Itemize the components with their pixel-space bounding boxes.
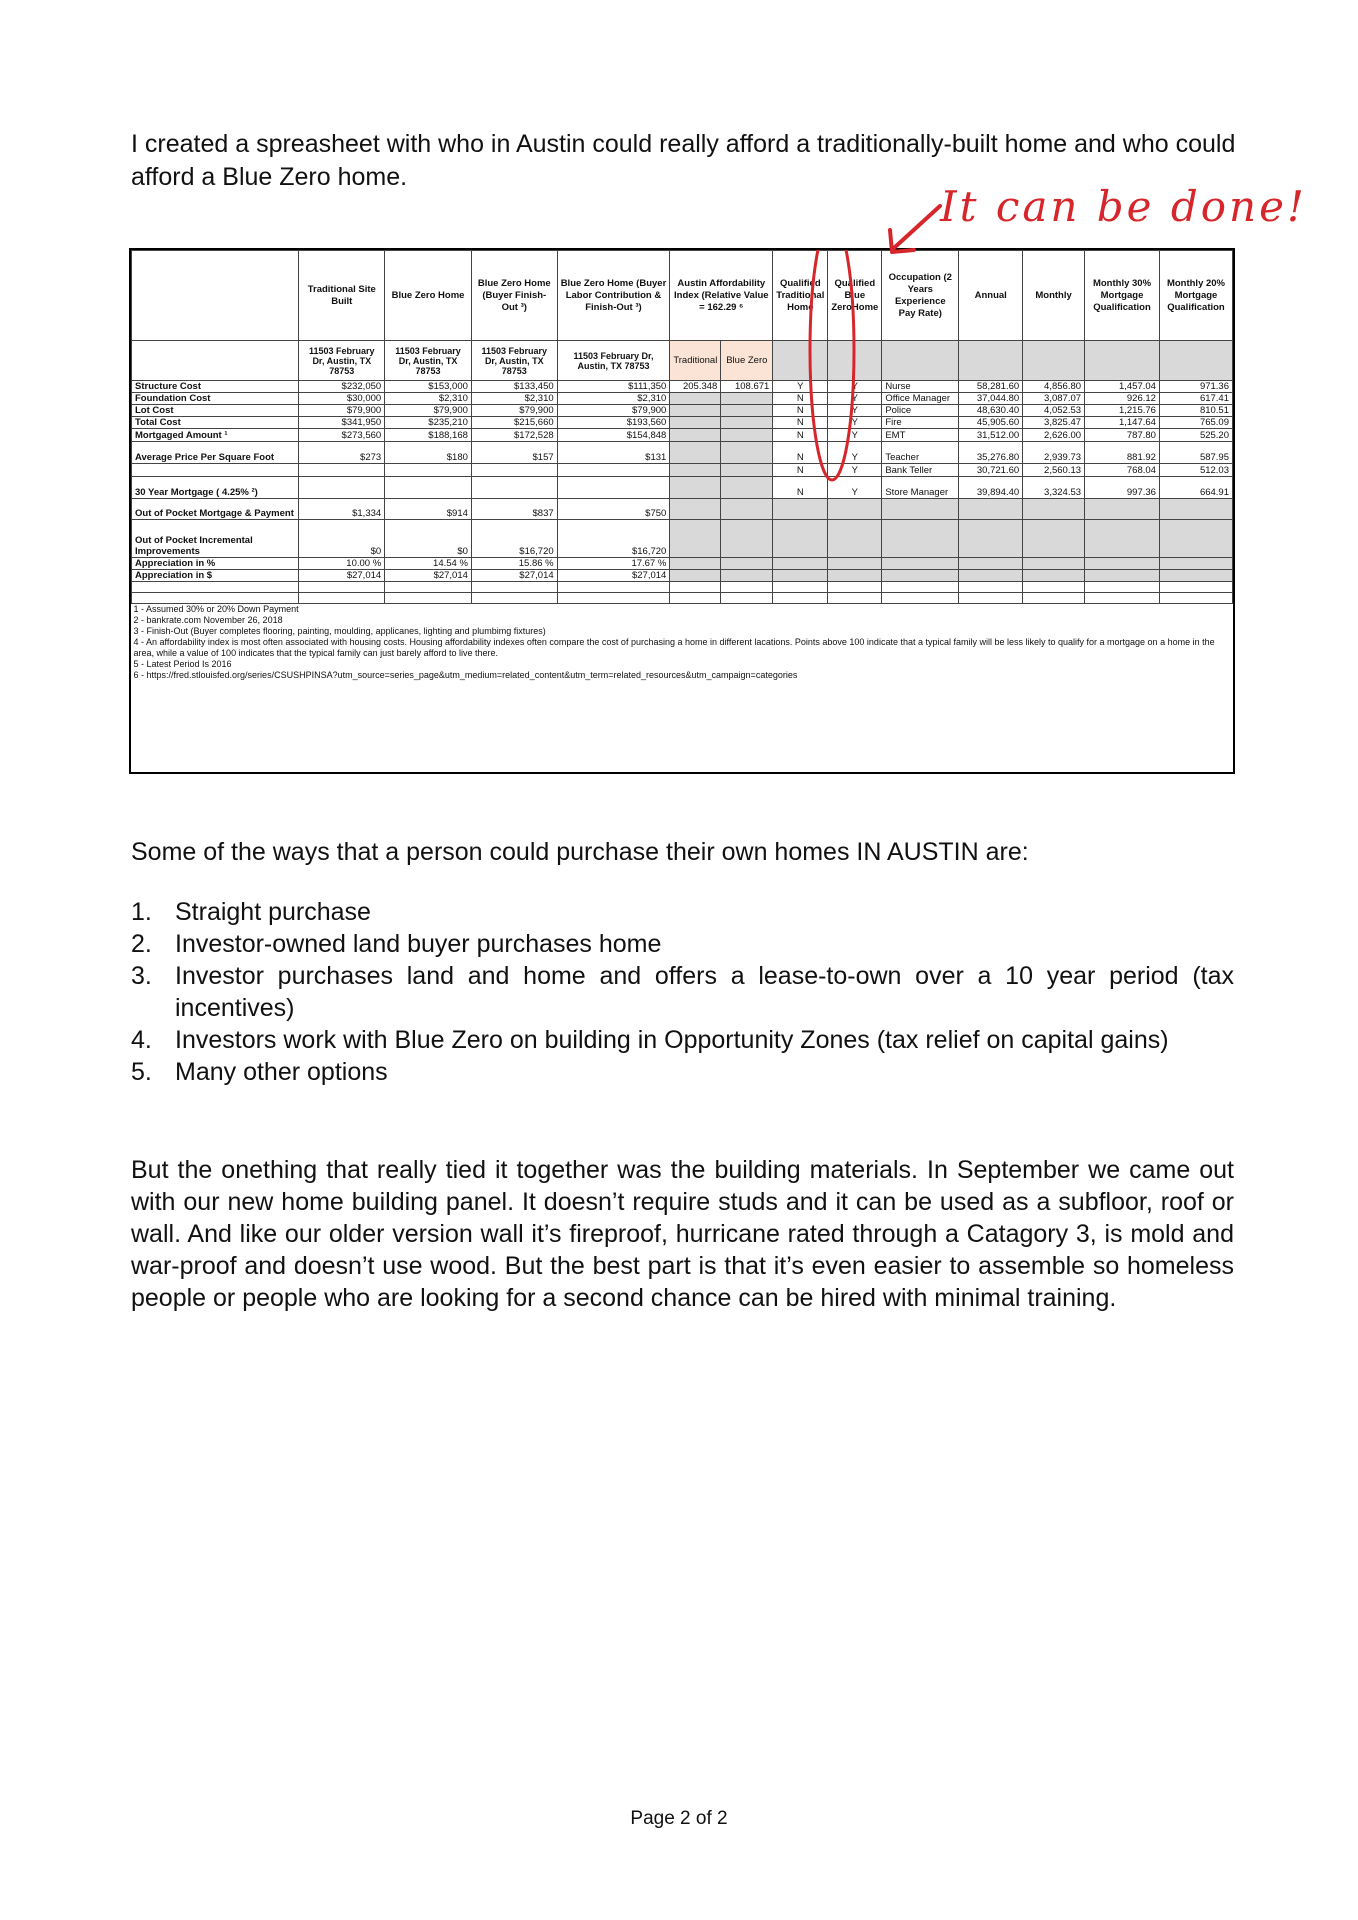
shaded-cell [773, 499, 828, 520]
value-cell: $131 [557, 442, 670, 464]
value-cell: 10.00 % [299, 558, 385, 570]
qualified-bluezero: Y [828, 381, 882, 393]
value-cell: 14.54 % [385, 558, 472, 570]
table-row [132, 429, 1233, 442]
address-cell: 11503 February Dr, Austin, TX 78753 [299, 341, 385, 381]
shaded-cell [670, 520, 721, 558]
qualified-bluezero: Y [828, 464, 882, 477]
value-cell: $0 [299, 520, 385, 558]
blank-cell [299, 593, 385, 604]
value-cell: $2,310 [471, 393, 557, 405]
list-text: Investor-owned land buyer purchases home [175, 930, 662, 958]
value-cell: $215,660 [471, 417, 557, 429]
monthly-20-value: 810.51 [1159, 405, 1232, 417]
row-label: Out of Pocket Incremental Improvements [132, 520, 299, 558]
blank-cell [670, 593, 721, 604]
value-cell: $153,000 [385, 381, 472, 393]
monthly-20-value: 587.95 [1159, 442, 1232, 464]
annual-value: 58,281.60 [959, 381, 1023, 393]
address-cell: 11503 February Dr, Austin, TX 78753 [471, 341, 557, 381]
shaded-cell [959, 570, 1023, 582]
shaded-cell [670, 442, 721, 464]
shaded-cell [670, 477, 721, 499]
blank-cell [959, 582, 1023, 593]
table-row [132, 477, 1233, 499]
shaded-cell [828, 499, 882, 520]
qualified-traditional: N [773, 405, 828, 417]
value-cell: $16,720 [557, 520, 670, 558]
shaded-cell [721, 442, 773, 464]
value-cell: $193,560 [557, 417, 670, 429]
qualified-traditional: N [773, 442, 828, 464]
header-qualified-traditional: Qualified Traditional Home [773, 251, 828, 341]
value-cell: $2,310 [557, 393, 670, 405]
shaded-cell [1085, 558, 1160, 570]
shaded-cell [959, 341, 1023, 381]
header-bz-labor: Blue Zero Home (Buyer Labor Contribution & Finish-Out ³) [557, 251, 670, 341]
qualified-traditional: N [773, 393, 828, 405]
monthly-value: 3,324.53 [1023, 477, 1085, 499]
value-cell: $1,334 [299, 499, 385, 520]
header-traditional: Traditional Site Built [299, 251, 385, 341]
shaded-cell [721, 464, 773, 477]
shaded-cell [882, 520, 959, 558]
affordability-traditional: 205.348 [670, 381, 721, 393]
spreadsheet-table [131, 250, 1233, 681]
row-label: Appreciation in % [132, 558, 299, 570]
blank-cell [132, 593, 299, 604]
shaded-cell [721, 477, 773, 499]
subheader-bluezero: Blue Zero [721, 341, 773, 381]
blank-row [132, 582, 1233, 593]
qualified-traditional: N [773, 464, 828, 477]
footnote-row [132, 659, 1233, 670]
value-cell: $273,560 [299, 429, 385, 442]
value-cell: $79,900 [471, 405, 557, 417]
blank-cell [773, 593, 828, 604]
blank-cell [670, 582, 721, 593]
header-annual: Annual [959, 251, 1023, 341]
value-cell: $180 [385, 442, 472, 464]
value-cell: $0 [385, 520, 472, 558]
closing-paragraph: But the onething that really tied it together was the building materials. In September we came out with our new home building panel. It doesn’t require studs and it can be used as a subfloor, roof or wall. And like our older version wall it’s fireproof, hurricane rated through a Catagory 3, is mold and war-proof and doesn’t use wood. But the best part is that it’s even easier to assemble so homeless people or people who are looking for a second chance can be hired with minimal training. [131, 1156, 1234, 1312]
table-row [132, 570, 1233, 582]
value-cell: 15.86 % [471, 558, 557, 570]
shaded-cell [828, 558, 882, 570]
monthly-30-value: 881.92 [1085, 442, 1160, 464]
shaded-cell [773, 341, 828, 381]
blank-cell [882, 593, 959, 604]
value-cell: $154,848 [557, 429, 670, 442]
shaded-cell [1159, 341, 1232, 381]
shaded-cell [828, 341, 882, 381]
value-cell: 17.67 % [557, 558, 670, 570]
shaded-cell [670, 570, 721, 582]
row-label: Structure Cost [132, 381, 299, 393]
annual-value: 37,044.80 [959, 393, 1023, 405]
shaded-cell [721, 558, 773, 570]
footnote: 5 - Latest Period Is 2016 [133, 659, 232, 669]
value-cell: $133,450 [471, 381, 557, 393]
value-cell [385, 464, 472, 477]
value-cell: $111,350 [557, 381, 670, 393]
value-cell: $172,528 [471, 429, 557, 442]
value-cell: $273 [299, 442, 385, 464]
occupation: EMT [882, 429, 959, 442]
blank-cell [1159, 582, 1232, 593]
header-bz-finish: Blue Zero Home (Buyer Finish-Out ³) [471, 251, 557, 341]
list-text: Many other options [175, 1058, 388, 1086]
value-cell [385, 477, 472, 499]
row-label: Foundation Cost [132, 393, 299, 405]
intro-paragraph: I created a spreasheet with who in Austin could really afford a traditionally-built home and who could afford a Blue Zero home. [131, 130, 1236, 191]
qualified-traditional: N [773, 429, 828, 442]
shaded-cell [721, 405, 773, 417]
list-number: 2. [131, 930, 152, 958]
blank-cell [773, 582, 828, 593]
list-item [131, 1056, 1234, 1088]
table-row [132, 417, 1233, 429]
header-qualified-bluezero: Qualified Blue ZeroHome [828, 251, 882, 341]
footnote: 6 - https://fred.stlouisfed.org/series/CSUSHPINSA?utm_source=series_page&utm_medium=related_content&utm_term=related_resources&utm_campaign=categories [133, 670, 798, 680]
blank-cell [1159, 593, 1232, 604]
monthly-value: 3,087.07 [1023, 393, 1085, 405]
value-cell: $232,050 [299, 381, 385, 393]
list-number: 1. [131, 898, 152, 926]
list-item [131, 896, 1234, 928]
list-text: Straight purchase [175, 898, 371, 926]
value-cell [557, 477, 670, 499]
table-row [132, 393, 1233, 405]
occupation: Nurse [882, 381, 959, 393]
value-cell: $27,014 [557, 570, 670, 582]
blank-cell [385, 593, 472, 604]
row-label: Average Price Per Square Foot [132, 442, 299, 464]
blank-cell [959, 593, 1023, 604]
annual-value: 35,276.80 [959, 442, 1023, 464]
list-item [131, 928, 1234, 960]
blank-cell [471, 593, 557, 604]
value-cell: $27,014 [471, 570, 557, 582]
header-monthly-30: Monthly 30% Mortgage Qualification [1085, 251, 1160, 341]
value-cell: $27,014 [385, 570, 472, 582]
blank-cell [299, 582, 385, 593]
qualified-traditional: Y [773, 381, 828, 393]
footnote-row [132, 670, 1233, 681]
red-arrow-icon [880, 200, 950, 260]
list-number: 4. [131, 1026, 152, 1054]
shaded-cell [882, 570, 959, 582]
shaded-cell [670, 429, 721, 442]
subheader-traditional: Traditional [670, 341, 721, 381]
qualified-bluezero: Y [828, 393, 882, 405]
shaded-cell [1023, 570, 1085, 582]
monthly-value: 4,856.80 [1023, 381, 1085, 393]
shaded-cell [828, 520, 882, 558]
list-text: Investors work with Blue Zero on building in Opportunity Zones (tax relief on capital gains) [175, 1026, 1169, 1054]
annual-value: 48,630.40 [959, 405, 1023, 417]
shaded-cell [959, 558, 1023, 570]
shaded-cell [670, 558, 721, 570]
value-cell: $750 [557, 499, 670, 520]
qualified-bluezero: Y [828, 477, 882, 499]
table-row [132, 464, 1233, 477]
value-cell: $235,210 [385, 417, 472, 429]
shaded-cell [773, 520, 828, 558]
header-monthly-20: Monthly 20% Mortgage Qualification [1159, 251, 1232, 341]
qualified-bluezero: Y [828, 405, 882, 417]
header-monthly: Monthly [1023, 251, 1085, 341]
row-label: 30 Year Mortgage ( 4.25% ²) [132, 477, 299, 499]
occupation: Police [882, 405, 959, 417]
value-cell [557, 464, 670, 477]
shaded-cell [773, 570, 828, 582]
occupation: Store Manager [882, 477, 959, 499]
shaded-cell [670, 464, 721, 477]
table-row [132, 520, 1233, 558]
footnote-row [132, 626, 1233, 637]
table-row [132, 558, 1233, 570]
shaded-cell [1085, 570, 1160, 582]
footnote: 4 - An affordability index is most often associated with housing costs. Housing affordability indexes often compare the cost of purchasing a home in different lacations. Points above 100 indicate that a typical family will be less likely to qualify for a mortgage on a home in the area, while a value of 100 indicates that the typical family can just barely afford to live there. [133, 637, 1215, 658]
row-label: Lot Cost [132, 405, 299, 417]
monthly-30-value: 997.36 [1085, 477, 1160, 499]
annual-value: 39,894.40 [959, 477, 1023, 499]
shaded-cell [773, 558, 828, 570]
row-label: Total Cost [132, 417, 299, 429]
monthly-20-value: 525.20 [1159, 429, 1232, 442]
ways-list [131, 896, 1234, 1088]
table-row [132, 405, 1233, 417]
footnote: 2 - bankrate.com November 26, 2018 [133, 615, 283, 625]
value-cell [299, 477, 385, 499]
header-blank [132, 251, 299, 341]
value-cell: $27,014 [299, 570, 385, 582]
shaded-cell [1085, 520, 1160, 558]
shaded-cell [670, 405, 721, 417]
footnote-row [132, 637, 1233, 659]
monthly-30-value: 1,215.76 [1085, 405, 1160, 417]
shaded-cell [721, 570, 773, 582]
value-cell: $837 [471, 499, 557, 520]
list-item [131, 1024, 1234, 1056]
shaded-cell [1159, 499, 1232, 520]
annual-value: 31,512.00 [959, 429, 1023, 442]
row-label: Out of Pocket Mortgage & Payment [132, 499, 299, 520]
blank-cell [828, 593, 882, 604]
occupation: Fire [882, 417, 959, 429]
monthly-20-value: 512.03 [1159, 464, 1232, 477]
monthly-30-value: 1,457.04 [1085, 381, 1160, 393]
address-cell: 11503 February Dr, Austin, TX 78753 [557, 341, 670, 381]
shaded-cell [1023, 341, 1085, 381]
qualified-bluezero: Y [828, 417, 882, 429]
blank-row [132, 593, 1233, 604]
value-cell: $914 [385, 499, 472, 520]
ways-intro: Some of the ways that a person could purchase their own homes IN AUSTIN are: [131, 838, 1029, 866]
table-row [132, 442, 1233, 464]
shaded-cell [1159, 558, 1232, 570]
shaded-cell [721, 393, 773, 405]
blank-cell [557, 582, 670, 593]
shaded-cell [1085, 341, 1160, 381]
blank-cell [132, 582, 299, 593]
blank-cell [1023, 582, 1085, 593]
monthly-20-value: 664.91 [1159, 477, 1232, 499]
blank-cell [828, 582, 882, 593]
blank-cell [1085, 582, 1160, 593]
value-cell: $188,168 [385, 429, 472, 442]
shaded-cell [721, 417, 773, 429]
occupation: Bank Teller [882, 464, 959, 477]
value-cell: $2,310 [385, 393, 472, 405]
monthly-value: 2,939.73 [1023, 442, 1085, 464]
shaded-cell [670, 417, 721, 429]
shaded-cell [1023, 520, 1085, 558]
row-label: Appreciation in $ [132, 570, 299, 582]
row-label: Mortgaged Amount ¹ [132, 429, 299, 442]
blank-cell [721, 593, 773, 604]
value-cell: $30,000 [299, 393, 385, 405]
value-cell: $157 [471, 442, 557, 464]
shaded-cell [1085, 499, 1160, 520]
qualified-bluezero: Y [828, 442, 882, 464]
monthly-value: 3,825.47 [1023, 417, 1085, 429]
shaded-cell [1159, 520, 1232, 558]
monthly-20-value: 765.09 [1159, 417, 1232, 429]
blank-cell [1023, 593, 1085, 604]
monthly-30-value: 1,147.64 [1085, 417, 1160, 429]
shaded-cell [882, 558, 959, 570]
annual-value: 30,721.60 [959, 464, 1023, 477]
footnote: 1 - Assumed 30% or 20% Down Payment [132, 604, 1233, 616]
header-occupation: Occupation (2 Years Experience Pay Rate) [882, 251, 959, 341]
header-affordability-index: Austin Affordability Index (Relative Value = 162.29 ⁶ [670, 251, 773, 341]
monthly-20-value: 617.41 [1159, 393, 1232, 405]
address-cell: 11503 February Dr, Austin, TX 78753 [385, 341, 472, 381]
value-cell: $16,720 [471, 520, 557, 558]
table-row [132, 381, 1233, 393]
list-item [131, 960, 1234, 1024]
monthly-30-value: 926.12 [1085, 393, 1160, 405]
monthly-30-value: 787.80 [1085, 429, 1160, 442]
qualified-traditional: N [773, 477, 828, 499]
shaded-cell [721, 499, 773, 520]
value-cell: $79,900 [557, 405, 670, 417]
value-cell: $79,900 [385, 405, 472, 417]
list-number: 5. [131, 1058, 152, 1086]
monthly-30-value: 768.04 [1085, 464, 1160, 477]
shaded-cell [1023, 499, 1085, 520]
address-blank [132, 341, 299, 381]
monthly-20-value: 971.36 [1159, 381, 1232, 393]
shaded-cell [670, 499, 721, 520]
list-number: 3. [131, 962, 152, 990]
list-text: Investor purchases land and home and offers a lease-to-own over a 10 year period (tax incentives) [175, 962, 1234, 1022]
annual-value: 45,905.60 [959, 417, 1023, 429]
occupation: Office Manager [882, 393, 959, 405]
value-cell: $79,900 [299, 405, 385, 417]
value-cell: $341,950 [299, 417, 385, 429]
shaded-cell [670, 393, 721, 405]
value-cell [471, 477, 557, 499]
footnote: 3 - Finish-Out (Buyer completes flooring, painting, moulding, applicanes, lighting and plumbimg fixtures) [133, 626, 546, 636]
header-bluezero: Blue Zero Home [385, 251, 472, 341]
affordability-bluezero: 108.671 [721, 381, 773, 393]
footnote-row [132, 615, 1233, 626]
row-label [132, 464, 299, 477]
shaded-cell [828, 570, 882, 582]
blank-cell [882, 582, 959, 593]
shaded-cell [721, 520, 773, 558]
shaded-cell [882, 341, 959, 381]
shaded-cell [721, 429, 773, 442]
blank-cell [557, 593, 670, 604]
shaded-cell [959, 499, 1023, 520]
blank-cell [721, 582, 773, 593]
page-footer: Page 2 of 2 [630, 1808, 728, 1829]
occupation: Teacher [882, 442, 959, 464]
blank-cell [385, 582, 472, 593]
monthly-value: 2,560.13 [1023, 464, 1085, 477]
blank-cell [471, 582, 557, 593]
table-row [132, 499, 1233, 520]
shaded-cell [1159, 570, 1232, 582]
value-cell [471, 464, 557, 477]
value-cell [299, 464, 385, 477]
shaded-cell [959, 520, 1023, 558]
monthly-value: 2,626.00 [1023, 429, 1085, 442]
qualified-traditional: N [773, 417, 828, 429]
shaded-cell [882, 499, 959, 520]
monthly-value: 4,052.53 [1023, 405, 1085, 417]
footnote-row [132, 604, 1233, 616]
blank-cell [1085, 593, 1160, 604]
qualified-bluezero: Y [828, 429, 882, 442]
shaded-cell [1023, 558, 1085, 570]
handwritten-annotation: It can be done! [940, 182, 1307, 231]
affordability-spreadsheet [129, 248, 1235, 774]
